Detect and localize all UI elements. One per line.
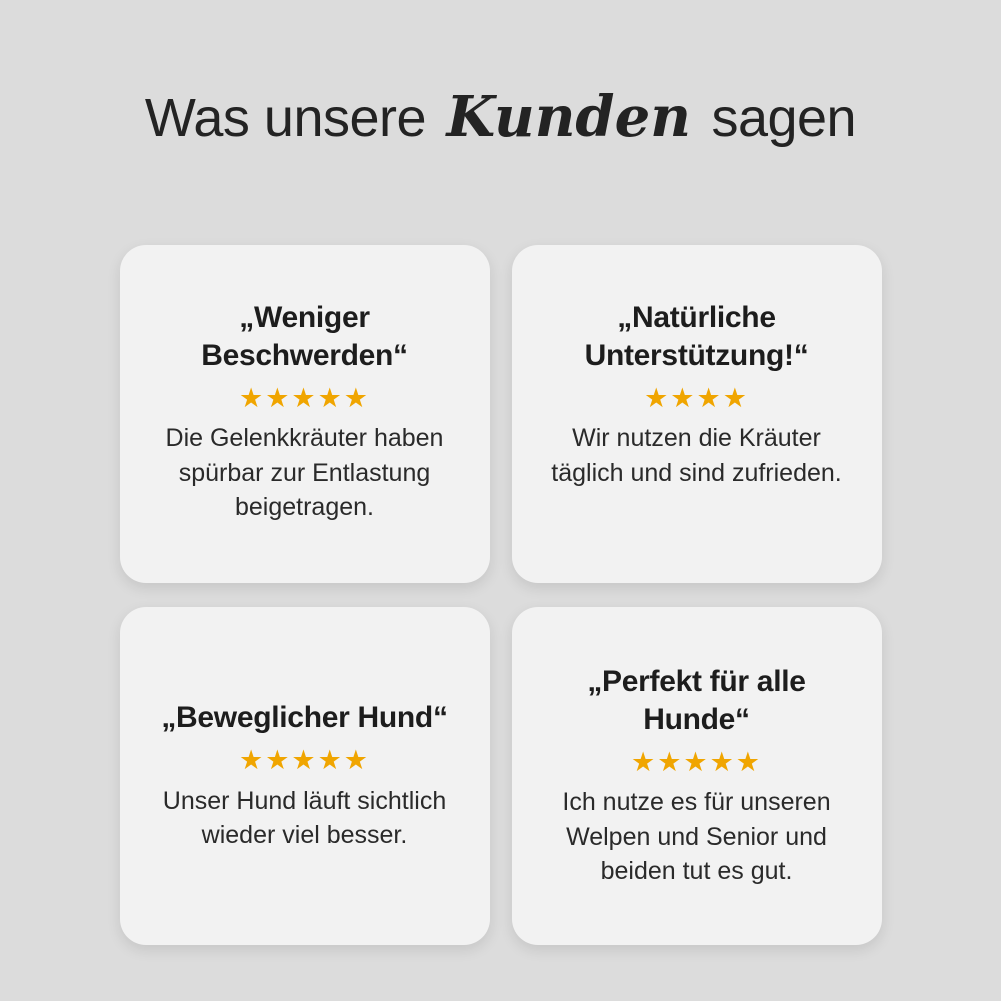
page-title-accent: Kunden: [446, 84, 691, 150]
star-rating-icon: ★★★★: [644, 382, 749, 413]
testimonial-title: „Natürliche Unterstützung!“: [584, 300, 809, 373]
testimonial-text: Die Gelenkkräuter haben spürbar zur Entlastung beigetragen.: [165, 424, 444, 522]
page-title: [144, 84, 857, 150]
star-rating-icon: ★★★★★: [238, 382, 371, 413]
testimonial-card: [120, 607, 490, 945]
page-title-after: sagen: [711, 88, 857, 148]
testimonial-text: Wir nutzen die Kräuter täglich und sind zufrieden.: [551, 424, 842, 487]
testimonial-title: „Beweglicher Hund“: [161, 701, 448, 735]
testimonial-title: „Perfekt für alle Hunde“: [587, 664, 806, 737]
star-rating-icon: ★★★★★: [630, 746, 763, 777]
testimonial-text: Unser Hund läuft sichtlich wieder viel besser.: [162, 786, 447, 849]
testimonial-text: Ich nutze es für unseren Welpen und Senior und beiden tut es gut.: [562, 788, 831, 886]
testimonial-title: „Weniger Beschwerden“: [201, 300, 408, 373]
star-rating-icon: ★★★★★: [238, 744, 371, 775]
page-title-before: Was unsere: [144, 88, 427, 148]
testimonial-card: [512, 607, 882, 945]
testimonial-card: [120, 245, 490, 583]
testimonial-card: [512, 245, 882, 583]
testimonial-grid: [120, 245, 882, 945]
